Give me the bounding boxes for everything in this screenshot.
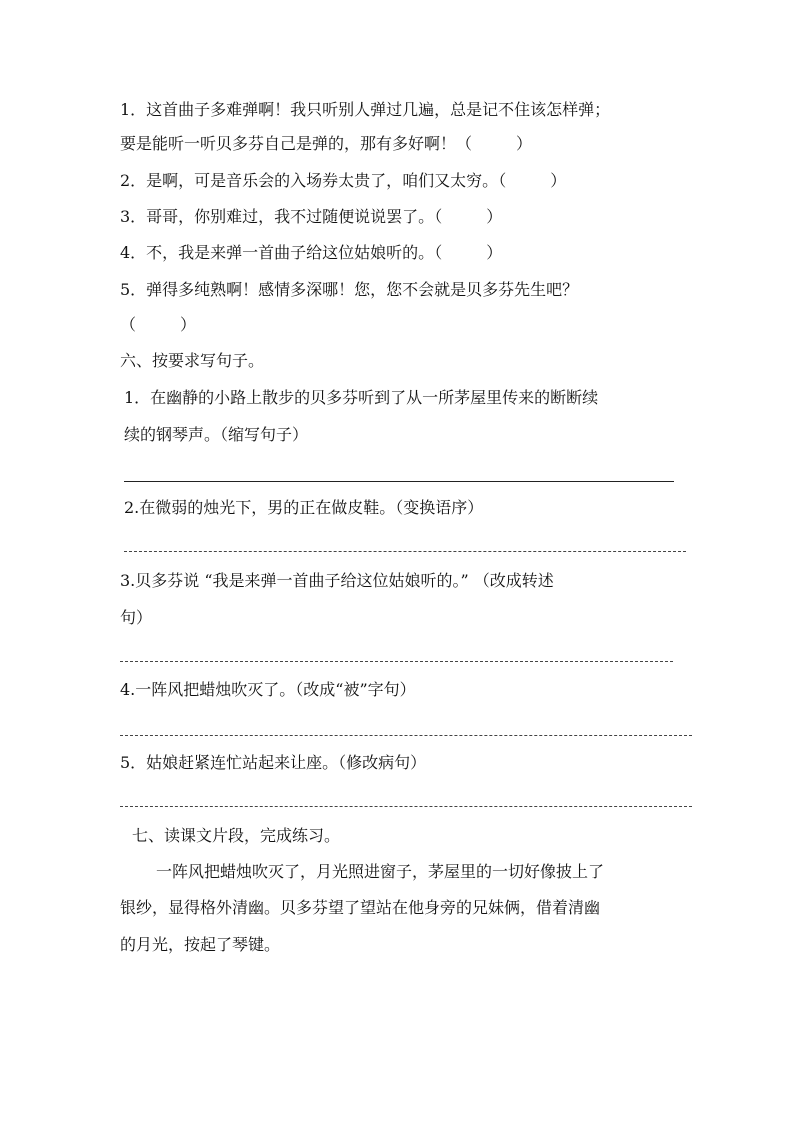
rewrite-5-line: 5．姑娘赶紧连忙站起来让座。（修改病句） bbox=[120, 753, 427, 772]
item-5-line-1: 5．弹得多纯熟啊！感情多深哪！您，您不会就是贝多芬先生吧？ bbox=[120, 280, 579, 299]
answer-line-4[interactable] bbox=[120, 735, 692, 736]
answer-paren-open: （ bbox=[498, 171, 507, 190]
rewrite-1-line-2: 续的钢琴声。（缩写句子） bbox=[124, 425, 309, 444]
answer-paren-open: （ bbox=[120, 315, 137, 334]
item-2-text: 2．是啊，可是音乐会的入场券太贵了，咱们又太穷。 bbox=[120, 171, 499, 190]
answer-paren-open: （ bbox=[456, 134, 473, 153]
answer-line-5[interactable] bbox=[120, 806, 692, 807]
rewrite-1-line-1: 1．在幽静的小路上散步的贝多芬听到了从一所茅屋里传来的断断续 bbox=[124, 388, 599, 407]
item-4-text: 4．不，我是来弹一首曲子给这位姑娘听的。 bbox=[120, 243, 435, 262]
answer-paren-close: ） bbox=[486, 207, 503, 226]
answer-paren-open: （ bbox=[434, 207, 443, 226]
answer-paren-close: ） bbox=[550, 171, 567, 190]
item-1-line-2 bbox=[120, 136, 532, 152]
passage-line-3: 的月光，按起了琴键。 bbox=[120, 935, 281, 954]
item-4-line bbox=[120, 245, 502, 261]
rewrite-3-line-1: 3.贝多芬说 “我是来弹一首曲子给这位姑娘听的。” （改成转述 bbox=[120, 571, 554, 590]
item-1-line-1: 1．这首曲子多难弹啊！我只听别人弹过几遍，总是记不住该怎样弹； bbox=[120, 100, 611, 119]
item-3-line bbox=[120, 209, 502, 225]
answer-line-2[interactable] bbox=[124, 551, 686, 552]
item-2-line bbox=[120, 173, 566, 189]
item-1-text: 要是能听一听贝多芬自己是弹的，那有多好啊！ bbox=[120, 134, 457, 153]
section-6-title: 六、按要求写句子。 bbox=[120, 351, 265, 370]
answer-paren-open: （ bbox=[434, 243, 443, 262]
item-5-line-2 bbox=[120, 317, 196, 333]
passage-line-1: 一阵风把蜡烛吹灭了，月光照进窗子，茅屋里的一切好像披上了 bbox=[156, 862, 605, 881]
answer-paren-close: ） bbox=[180, 315, 197, 334]
answer-line-3[interactable] bbox=[120, 661, 673, 662]
answer-line-1[interactable] bbox=[124, 481, 674, 482]
item-3-text: 3．哥哥，你别难过，我不过随便说说罢了。 bbox=[120, 207, 435, 226]
rewrite-4-line: 4.一阵风把蜡烛吹灭了。（改成“被”字句） bbox=[120, 680, 416, 699]
section-7-title: 七、读课文片段，完成练习。 bbox=[132, 826, 341, 845]
rewrite-3-line-2: 句） bbox=[120, 608, 153, 627]
rewrite-2-line: 2.在微弱的烛光下，男的正在做皮鞋。（变换语序） bbox=[124, 498, 484, 517]
answer-paren-close: ） bbox=[516, 134, 533, 153]
passage-line-2: 银纱，显得格外清幽。贝多芬望了望站在他身旁的兄妹俩，借着清幽 bbox=[120, 898, 601, 917]
answer-paren-close: ） bbox=[486, 243, 503, 262]
